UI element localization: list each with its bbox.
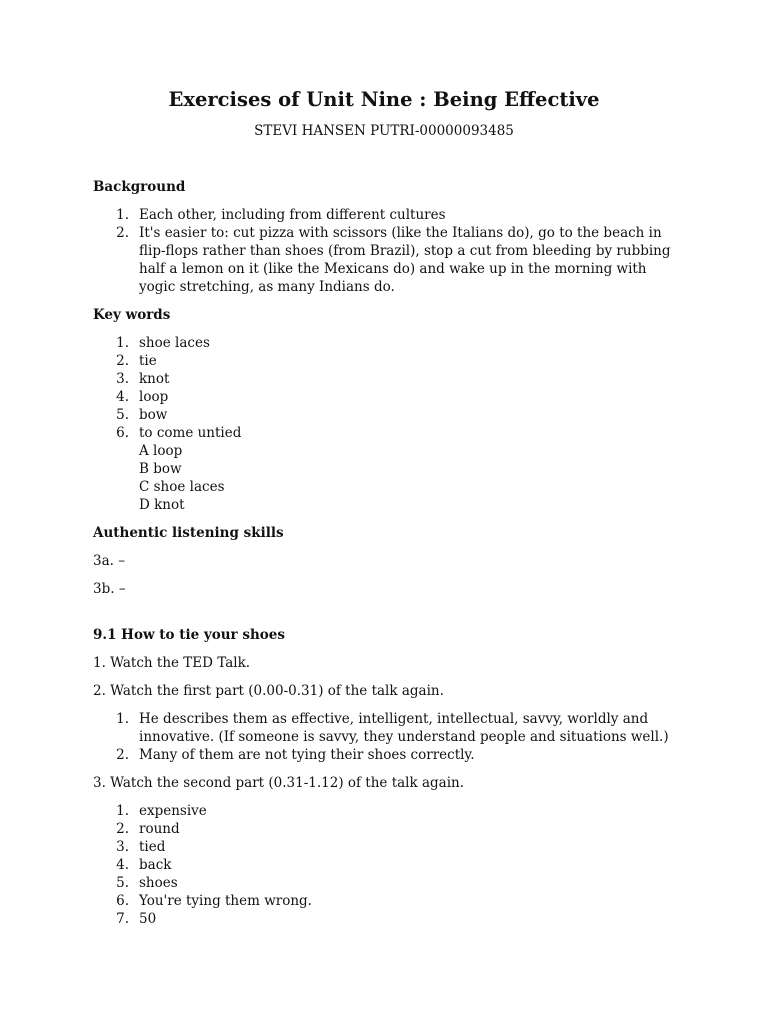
list-item: 5. bow	[116, 407, 168, 423]
background-list	[93, 206, 673, 296]
list-item: 2. tie	[116, 353, 157, 369]
key-words-list	[93, 334, 673, 442]
step-3: 3. Watch the second part (0.31-1.12) of the talk again.	[93, 775, 465, 791]
background-heading: Background	[93, 179, 186, 195]
list-item: 7. 50	[116, 911, 157, 927]
key-words-heading: Key words	[93, 307, 171, 323]
document-title: Exercises of Unit Nine : Being Effective	[168, 88, 600, 111]
answer-3b: 3b. –	[93, 581, 126, 597]
match-line: D knot	[139, 497, 185, 513]
list-item: 6. You're tying them wrong.	[116, 893, 312, 909]
author-line: STEVI HANSEN PUTRI-00000093485	[254, 123, 514, 139]
document-body	[93, 178, 673, 928]
answer-3a: 3a. –	[93, 553, 125, 569]
step-2-list	[93, 710, 673, 764]
list-item: 1. expensive	[116, 803, 207, 819]
match-line: A loop	[139, 443, 183, 459]
list-item: 1. shoe laces	[116, 335, 210, 351]
list-item: 2. Many of them are not tying their shoes correctly.	[116, 747, 475, 763]
list-item: 6. to come untied	[116, 425, 242, 441]
list-item: 5. shoes	[116, 875, 178, 891]
list-item: 4. back	[116, 857, 172, 873]
list-item: 2. round	[116, 821, 180, 837]
list-item: 2. It's easier to: cut pizza with scissors (like the Italians do), go to the beach in flip-flops rather than shoes (from Brazil), stop a cut from bleeding by rubbing half a lemon on it (like the Mexicans do) and wake up in the morning with yogic stretching, as many Indians do.	[116, 225, 671, 295]
step-1: 1. Watch the TED Talk.	[93, 655, 251, 671]
section-91-heading: 9.1 How to tie your shoes	[93, 627, 285, 643]
authentic-listening-heading: Authentic listening skills	[93, 525, 284, 541]
step-3-list	[93, 802, 673, 928]
list-item: 1. He describes them as effective, intelligent, intellectual, savvy, worldly and innovative. (If someone is savvy, they understand people and situations well.)	[116, 711, 669, 745]
list-item: 3. tied	[116, 839, 166, 855]
list-item: 3. knot	[116, 371, 170, 387]
list-item: 1. Each other, including from different cultures	[116, 207, 446, 223]
step-2: 2. Watch the first part (0.00-0.31) of the talk again.	[93, 683, 444, 699]
list-item: 4. loop	[116, 389, 169, 405]
match-line: C shoe laces	[139, 479, 225, 495]
match-line: B bow	[139, 461, 182, 477]
